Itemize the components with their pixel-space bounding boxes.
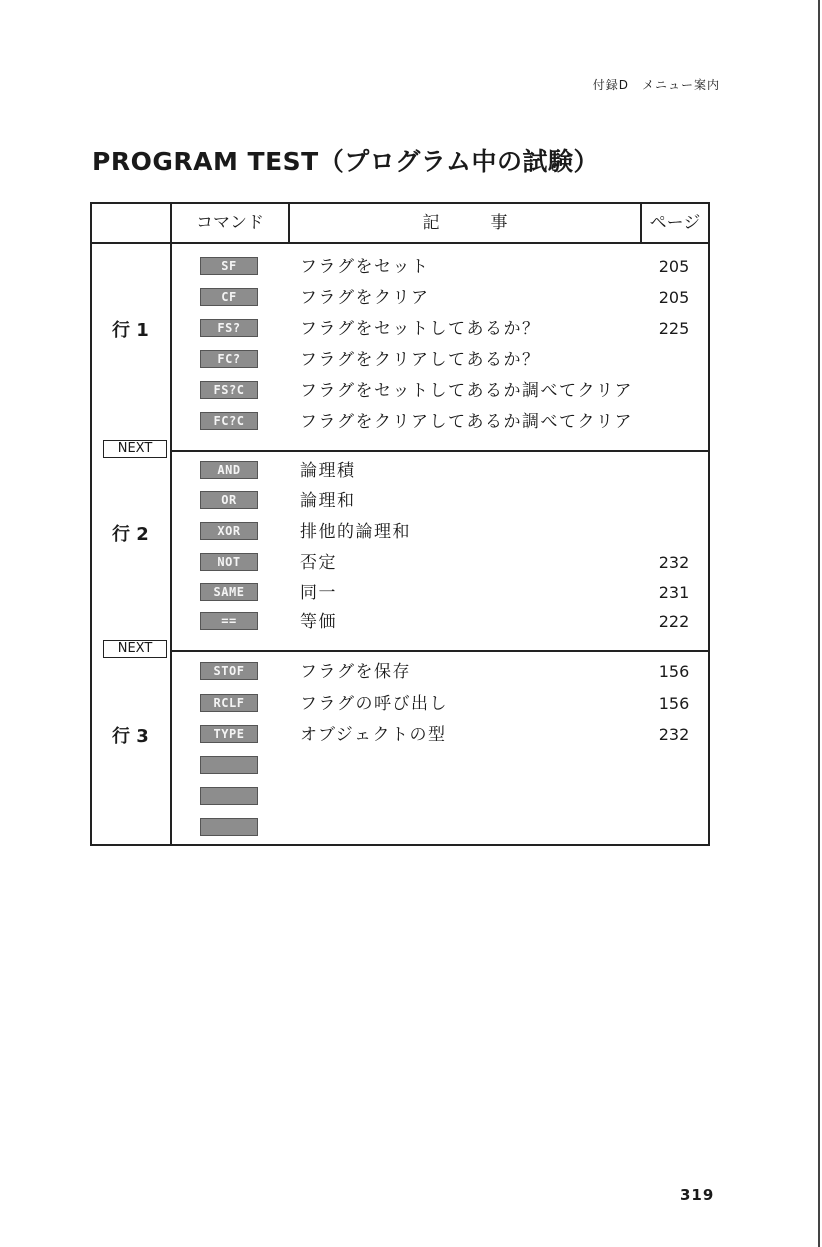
row-description: 等価 (300, 612, 337, 632)
table-row (92, 283, 708, 313)
row-label-3: 行 3 (112, 726, 149, 747)
menu-key-type[interactable]: TYPE (200, 725, 258, 743)
row-description: フラグを保存 (300, 662, 411, 682)
row-page (644, 486, 704, 516)
menu-key-not[interactable]: NOT (200, 553, 258, 571)
row-description: フラグの呼び出し (300, 694, 448, 714)
table-row (92, 486, 708, 516)
menu-key-cf[interactable]: CF (200, 288, 258, 306)
row-page (644, 345, 704, 375)
header-description: 記 事 (422, 213, 508, 233)
menu-key-same[interactable]: SAME (200, 583, 258, 601)
running-head: 付録D メニュー案内 (592, 78, 720, 92)
table-row (92, 782, 708, 812)
row-description: フラグをセットしてあるか？ (300, 319, 541, 339)
table-row (92, 345, 708, 375)
row-page (644, 517, 704, 547)
menu-key-and[interactable]: AND (200, 461, 258, 479)
page-number: 319 (680, 1186, 715, 1204)
table-row (92, 407, 708, 437)
table-row (92, 456, 708, 486)
row-page: 231 (658, 583, 690, 602)
table-row (92, 657, 708, 687)
row-description: フラグをクリアしてあるか調べてクリア (300, 412, 633, 432)
page-edge-rule (818, 0, 820, 1247)
table-row (92, 314, 708, 344)
row-page: 205 (658, 257, 690, 276)
row-description: 論理和 (300, 491, 356, 511)
menu-key-equal[interactable]: == (200, 612, 258, 630)
row-page (644, 376, 704, 406)
menu-key-rclf[interactable]: RCLF (200, 694, 258, 712)
row-page: 156 (658, 694, 690, 713)
menu-key-fcc[interactable]: FC?C (200, 412, 258, 430)
row-description: フラグをセットしてあるか調べてクリア (300, 381, 633, 401)
row-page: 232 (658, 725, 690, 744)
table-row (92, 252, 708, 282)
row-description: 排他的論理和 (300, 522, 411, 542)
menu-key-blank[interactable] (200, 756, 258, 774)
row-page (644, 407, 704, 437)
row-page: 225 (658, 319, 690, 338)
page-title: PROGRAM TEST（プログラム中の試験） (92, 147, 599, 176)
row-page (644, 456, 704, 486)
next-key[interactable]: NEXT (103, 440, 167, 458)
table-row (92, 689, 708, 719)
table-row (92, 376, 708, 406)
table-row (92, 548, 708, 578)
table-row (92, 607, 708, 637)
command-table (90, 202, 710, 846)
row-description: フラグをクリア (300, 288, 430, 308)
header-command: コマンド (196, 213, 264, 233)
row-description: 論理積 (300, 461, 356, 481)
menu-key-stof[interactable]: STOF (200, 662, 258, 680)
menu-key-blank[interactable] (200, 818, 258, 836)
row-description: フラグをセット (300, 257, 430, 277)
row-description: 否定 (300, 553, 337, 573)
menu-key-blank[interactable] (200, 787, 258, 805)
menu-key-or[interactable]: OR (200, 491, 258, 509)
next-key[interactable]: NEXT (103, 640, 167, 658)
row-description: オブジェクトの型 (300, 725, 447, 745)
header-page: ページ (649, 213, 701, 233)
menu-key-xor[interactable]: XOR (200, 522, 258, 540)
table-row (92, 813, 708, 843)
row-description: フラグをクリアしてあるか？ (300, 350, 541, 370)
table-row (92, 720, 708, 750)
menu-key-fs[interactable]: FS? (200, 319, 258, 337)
row-page: 205 (658, 288, 690, 307)
row-label-2: 行 2 (112, 524, 149, 545)
menu-key-sf[interactable]: SF (200, 257, 258, 275)
row-page: 156 (658, 662, 690, 681)
row-page: 222 (658, 612, 690, 631)
menu-key-fc[interactable]: FC? (200, 350, 258, 368)
menu-key-fsc[interactable]: FS?C (200, 381, 258, 399)
row-label-1: 行 1 (112, 320, 149, 341)
table-row (92, 751, 708, 781)
row-description: 同一 (300, 583, 337, 603)
row-page: 232 (658, 553, 690, 572)
table-row (92, 517, 708, 547)
table-row (92, 578, 708, 608)
